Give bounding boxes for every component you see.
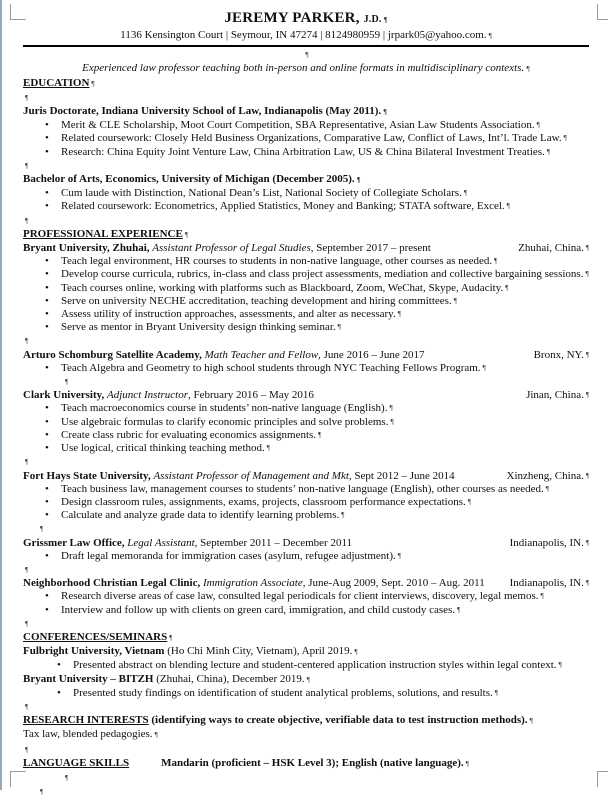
job-location: Jinan, China.	[526, 389, 584, 402]
bullet-item	[23, 282, 589, 295]
paragraph-mark: ¶	[318, 430, 322, 439]
paragraph-mark: ¶	[494, 688, 498, 697]
empty-paragraph	[23, 700, 589, 714]
paragraph-mark: ¶	[540, 592, 544, 601]
bullet-text: Serve on university NECHE accreditation, teaching development and hiring committees.	[61, 294, 452, 307]
empty-paragraph	[23, 785, 589, 799]
bullet-item	[23, 509, 589, 522]
empty-paragraph	[23, 455, 589, 469]
job-heading	[23, 242, 589, 255]
paragraph-mark: ¶	[457, 605, 461, 614]
research-heading: RESEARCH INTERESTS	[23, 714, 149, 727]
paragraph-mark: ¶	[558, 661, 562, 670]
employer: Fort Hays State University,	[23, 469, 154, 482]
paragraph-mark: ¶	[563, 134, 567, 143]
bullet-item	[23, 550, 589, 563]
bullet-item	[23, 590, 589, 603]
bullet-item	[23, 255, 589, 268]
bullet-item	[23, 308, 589, 321]
bullet-glyph: •	[45, 428, 49, 441]
paragraph-mark: ¶	[25, 458, 29, 467]
paragraph-mark: ¶	[383, 108, 387, 117]
paragraph-mark: ¶	[505, 283, 509, 292]
paragraph-mark: ¶	[305, 51, 309, 60]
research-qualifier: (identifying ways to create objective, verifiable data to test instruction methods).	[148, 714, 528, 727]
bullet-text: Calculate and analyze grade data to identify learning problems.	[61, 509, 340, 522]
paragraph-mark: ¶	[488, 32, 492, 40]
bullet-item	[23, 321, 589, 334]
paragraph-mark: ¶	[65, 773, 69, 782]
bullet-text: Design classroom rules, assignments, exams, projects, classroom performance expectations.	[61, 495, 466, 508]
empty-paragraph	[23, 48, 589, 62]
bullet-item	[23, 659, 589, 672]
language-heading: LANGUAGE SKILLS	[23, 756, 130, 769]
paragraph-mark: ¶	[526, 65, 530, 74]
paragraph-mark: ¶	[397, 551, 401, 560]
bullet-item	[23, 268, 589, 281]
bullet-text: Merit & CLE Scholarship, Moot Court Competition, SBA Representative, Asian Law Students Association.	[61, 119, 535, 132]
bullet-text: Create class rubric for evaluating economics assignments.	[61, 428, 317, 441]
education-heading: EDUCATION	[23, 76, 90, 89]
bullet-glyph: •	[45, 200, 49, 213]
job-location: Bronx, NY.	[533, 348, 584, 361]
bullet-text: Presented abstract on blending lecture and student-centered application instruction styles within legal context.	[73, 659, 557, 672]
bullet-text: Teach legal environment, HR courses to students in non-native language, other courses as needed.	[61, 255, 493, 268]
paragraph-mark: ¶	[65, 378, 69, 387]
empty-paragraph	[23, 334, 589, 348]
bullet-item	[23, 429, 589, 442]
paragraph-mark: ¶	[529, 717, 533, 726]
bullet-item	[23, 362, 589, 375]
paragraph-mark: ¶	[25, 565, 29, 574]
paragraph-mark: ¶	[154, 731, 158, 740]
bullet-text: Presented study findings on identification of student analytical problems, solutions, and results.	[73, 686, 493, 699]
job-location: Zhuhai, China.	[518, 242, 584, 255]
conference-org: Bryant University – BITZH	[23, 672, 154, 685]
bullet-glyph: •	[45, 145, 49, 158]
heading-mark	[183, 228, 188, 240]
employer: Grissmer Law Office,	[23, 536, 128, 549]
job-heading	[23, 349, 589, 362]
bullet-text: Use logical, critical thinking teaching method.	[61, 442, 265, 455]
bullet-item	[23, 604, 589, 617]
job-heading	[23, 470, 589, 483]
bullet-text: Research diverse areas of case law, consulted legal periodicals for client interviews, discovery, legal memos.	[61, 590, 539, 603]
bullet-item	[23, 442, 589, 455]
research-body: Tax law, blended pedagogies. ¶	[23, 728, 158, 741]
paragraph-mark: ¶	[585, 244, 589, 253]
paragraph-mark: ¶	[91, 79, 95, 88]
empty-paragraph	[23, 617, 589, 631]
paragraph-mark: ¶	[585, 391, 589, 400]
bullet-glyph: •	[57, 659, 61, 672]
employer: Arturo Schomburg Satellite Academy,	[23, 348, 205, 361]
bullet-text: Related coursework: Closely Held Business Organizations, Comparative Law, Conflict of Laws, Int’l. Trade Law.	[61, 132, 562, 145]
bullet-glyph: •	[45, 482, 49, 495]
bullet-text: Assess utility of instruction approaches, assessments, and alter as necessary.	[61, 308, 396, 321]
margin-crop-mark-bottom-right	[597, 771, 608, 787]
conference-org: Fulbright University, Vietnam	[23, 645, 165, 658]
paragraph-mark: ¶	[463, 189, 467, 198]
resume-name	[23, 10, 589, 29]
job-location: Indianapolis, IN.	[509, 577, 584, 590]
paragraph-mark: ¶	[40, 788, 44, 797]
paragraph-mark: ¶	[389, 404, 393, 413]
bullet-glyph: •	[45, 442, 49, 455]
empty-paragraph	[23, 771, 589, 785]
paragraph-mark: ¶	[545, 484, 549, 493]
experience-heading: PROFESSIONAL EXPERIENCE	[23, 227, 183, 240]
bullet-text: Teach courses online, working with platforms such as Blackboard, Zoom, WeChat, Skype, Audacity.	[61, 281, 504, 294]
paragraph-mark: ¶	[482, 363, 486, 372]
bullet-text: Teach Algebra and Geometry to high school students through NYC Teaching Fellows Program.	[61, 361, 481, 374]
paragraph-mark: ¶	[169, 633, 173, 642]
bullet-text: Serve as mentor in Bryant University design thinking seminar.	[61, 321, 336, 334]
bullet-glyph: •	[45, 415, 49, 428]
language-detail: Mandarin (proficient – HSK Level 3); English (native language).	[161, 756, 464, 769]
bullet-item	[23, 687, 589, 700]
bullet-text: Use algebraic formulas to clarify economic principles and solve problems.	[61, 415, 389, 428]
bullet-item	[23, 119, 589, 132]
paragraph-mark: ¶	[25, 216, 29, 225]
paragraph-mark: ¶	[585, 471, 589, 480]
summary-line: Experienced law professor teaching both in-person and online formats in multidisciplinary contexts. ¶	[82, 62, 530, 75]
bullet-item	[23, 295, 589, 308]
bullet-glyph: •	[45, 321, 49, 334]
paragraph-mark: ¶	[306, 675, 310, 684]
employer: Neighborhood Christian Legal Clinic,	[23, 577, 203, 590]
bullet-glyph: •	[45, 549, 49, 562]
bullet-glyph: •	[45, 603, 49, 616]
bullet-item	[23, 496, 589, 509]
conference-detail: (Zhuhai, China), December 2019.	[153, 672, 305, 685]
paragraph-mark: ¶	[25, 161, 29, 170]
paragraph-mark: ¶	[585, 270, 589, 279]
paragraph-mark: ¶	[25, 745, 29, 754]
bullet-text: Teach macroeconomics course in students’ non-native language (English).	[61, 402, 388, 415]
bullet-text: Teach business law, management courses to students’ non-native language (English), other courses as needed.	[61, 482, 544, 495]
paragraph-mark: ¶	[585, 350, 589, 359]
bullet-glyph: •	[45, 255, 49, 268]
degree-title: Juris Doctorate, Indiana University School of Law, Indianapolis (May 2011). ¶	[23, 105, 387, 118]
name-text: JEREMY PARKER,	[224, 10, 364, 26]
paragraph-mark: ¶	[383, 16, 388, 24]
paragraph-mark: ¶	[585, 579, 589, 588]
job-title: Assistant Professor of Legal Studies	[152, 242, 311, 255]
header-rule	[23, 45, 589, 47]
empty-paragraph	[23, 522, 589, 536]
research-heading-line	[23, 714, 589, 728]
paragraph-mark: ¶	[494, 257, 498, 266]
paragraph-mark: ¶	[266, 444, 270, 453]
heading-mark	[167, 631, 172, 643]
bullet-glyph: •	[45, 268, 49, 281]
empty-paragraph	[23, 563, 589, 577]
bullet-text: Draft legal memoranda for immigration cases (asylum, refugee adjustment).	[61, 549, 396, 562]
paragraph-mark: ¶	[390, 417, 394, 426]
paragraph-mark: ¶	[536, 121, 540, 130]
employer: Clark University,	[23, 389, 108, 402]
conference-detail: (Ho Chi Minh City, Vietnam), April 2019.	[164, 645, 353, 658]
bullet-item	[23, 132, 589, 145]
bullet-glyph: •	[45, 281, 49, 294]
bullet-glyph: •	[45, 402, 49, 415]
bullet-text: Develop course curricula, rubrics, in-class and class project assessments, mediation and collective bargaining sessions.	[61, 268, 584, 281]
paragraph-mark: ¶	[337, 323, 341, 332]
bullet-glyph: •	[45, 119, 49, 132]
job-title: Adjunct Instructor	[107, 389, 188, 402]
bullet-text: Interview and follow up with clients on green card, immigration, and child custody cases.	[61, 603, 456, 616]
paragraph-mark: ¶	[354, 648, 358, 657]
conference-item	[23, 645, 589, 659]
bullet-glyph: •	[45, 495, 49, 508]
margin-crop-mark-top-right	[597, 4, 608, 20]
job-title: Assistant Professor of Management and Mkt	[153, 469, 349, 482]
bullet-glyph: •	[45, 590, 49, 603]
paragraph-mark: ¶	[341, 511, 345, 520]
bullet-glyph: •	[45, 294, 49, 307]
bullet-glyph: •	[45, 187, 49, 200]
bullet-text: Related coursework: Econometrics, Applied Statistics, Money and Banking; STATA software, Excel.	[61, 200, 505, 213]
document-content	[23, 10, 589, 799]
job-dates: , September 2011 – December 2011	[194, 536, 353, 549]
paragraph-mark: ¶	[25, 337, 29, 346]
paragraph-mark: ¶	[356, 176, 361, 185]
language-line	[23, 757, 589, 771]
employer: Bryant University, Zhuhai,	[23, 242, 153, 255]
job-title: Math Teacher and Fellow	[204, 348, 319, 361]
job-heading	[23, 577, 589, 590]
heading-mark	[89, 77, 94, 89]
window-left-edge	[0, 0, 2, 790]
empty-paragraph	[23, 214, 589, 228]
name-credential: J.D.	[363, 14, 382, 25]
job-dates: , June-Aug 2009, Sept. 2010 – Aug. 2011	[302, 577, 485, 590]
bullet-glyph: •	[57, 686, 61, 699]
conference-item	[23, 673, 589, 687]
job-location: Xinzheng, China.	[506, 469, 584, 482]
empty-paragraph	[23, 91, 589, 105]
paragraph-mark: ¶	[506, 202, 510, 211]
bullet-glyph: •	[45, 509, 49, 522]
bullet-item	[23, 187, 589, 200]
job-title: Immigration Associate	[203, 577, 303, 590]
job-heading	[23, 389, 589, 402]
paragraph-mark: ¶	[465, 759, 469, 768]
bullet-item	[23, 402, 589, 415]
empty-paragraph	[23, 375, 589, 389]
job-dates: , Sept 2012 – June 2014	[348, 469, 455, 482]
paragraph-mark: ¶	[546, 147, 550, 156]
empty-paragraph	[23, 743, 589, 757]
job-location: Indianapolis, IN.	[509, 536, 584, 549]
paragraph-mark: ¶	[453, 296, 457, 305]
bullet-glyph: •	[45, 308, 49, 321]
paragraph-mark: ¶	[184, 230, 189, 239]
empty-paragraph	[23, 159, 589, 173]
job-dates: , September 2017 – present	[310, 242, 431, 255]
bullet-item	[23, 200, 589, 213]
bullet-item	[23, 146, 589, 159]
job-dates: , June 2016 – June 2017	[318, 348, 425, 361]
paragraph-mark: ¶	[25, 93, 29, 102]
bullet-text: Cum laude with Distinction, National Dean’s List, National Society of Collegiate Scholars.	[61, 187, 462, 200]
bullet-text: Research: China Equity Joint Venture Law, China Arbitration Law, US & China Bilateral Investment Treaties.	[61, 145, 545, 158]
conferences-heading: CONFERENCES/SEMINARS	[23, 630, 168, 643]
paragraph-mark: ¶	[397, 310, 401, 319]
degree-title: Bachelor of Arts, Economics, University of Michigan (December 2005). ¶	[23, 173, 361, 186]
job-dates: , February 2016 – May 2016	[188, 389, 314, 402]
bullet-item	[23, 483, 589, 496]
contact-line: 1136 Kensington Court | Seymour, IN 47274 | 8124980959 | jrpark05@yahoo.com. ¶	[120, 29, 492, 41]
paragraph-mark: ¶	[40, 525, 44, 534]
job-heading	[23, 537, 589, 550]
bullet-glyph: •	[45, 361, 49, 374]
bullet-item	[23, 416, 589, 429]
paragraph-mark: ¶	[25, 702, 29, 711]
paragraph-mark: ¶	[585, 538, 589, 547]
paragraph-mark: ¶	[467, 497, 471, 506]
job-title: Legal Assistant	[127, 536, 195, 549]
bullet-glyph: •	[45, 132, 49, 145]
paragraph-mark: ¶	[25, 619, 29, 628]
